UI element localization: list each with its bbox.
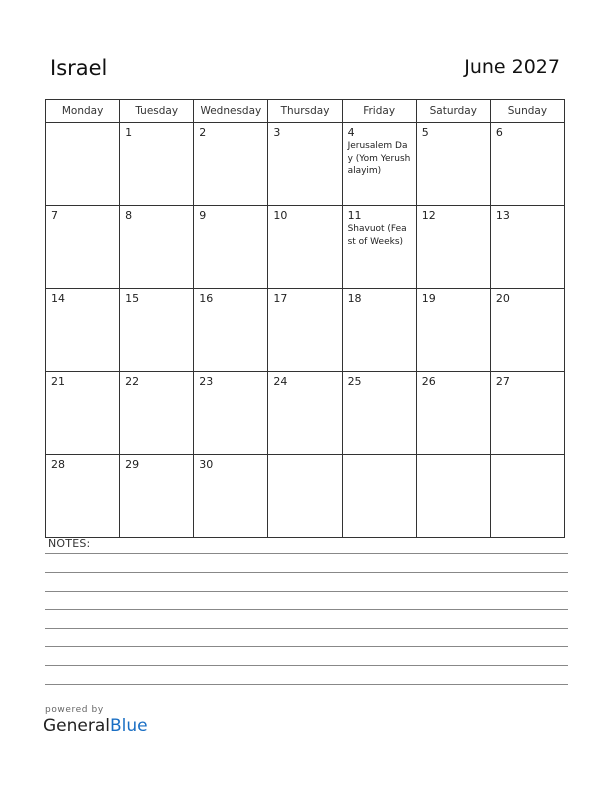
- day-number: 5: [421, 126, 429, 139]
- day-cell: [268, 123, 342, 206]
- day-number: 18: [347, 292, 362, 305]
- day-number: 17: [273, 292, 288, 305]
- week-row: [46, 372, 565, 455]
- day-cell: [490, 123, 564, 206]
- day-cell: [268, 206, 342, 289]
- weekday-sunday: Sunday: [490, 100, 564, 123]
- day-number: 14: [51, 292, 65, 305]
- day-number: 13: [495, 209, 510, 222]
- day-cell: [342, 289, 416, 372]
- note-line: [45, 646, 568, 647]
- day-number: 25: [347, 375, 362, 388]
- day-number: 8: [125, 209, 133, 222]
- day-number: 24: [273, 375, 288, 388]
- day-number: 11: [347, 209, 362, 222]
- day-cell: [46, 455, 120, 538]
- day-cell: [46, 289, 120, 372]
- weekday-friday: Friday: [342, 100, 416, 123]
- day-cell: [194, 289, 268, 372]
- day-number: 4: [347, 126, 355, 139]
- day-cell: [120, 372, 194, 455]
- day-number: 1: [125, 126, 133, 139]
- day-cell: [416, 372, 490, 455]
- day-cell: [268, 455, 342, 538]
- note-line: [45, 572, 568, 573]
- weekday-saturday: Saturday: [416, 100, 490, 123]
- day-number: 6: [495, 126, 503, 139]
- day-cell: [120, 289, 194, 372]
- day-cell: [342, 206, 416, 289]
- note-line: [45, 684, 568, 685]
- day-number: 15: [125, 292, 140, 305]
- day-number: 7: [51, 209, 58, 222]
- day-number: 3: [273, 126, 281, 139]
- day-cell: [268, 372, 342, 455]
- day-number: 2: [199, 126, 207, 139]
- day-number: 12: [421, 209, 436, 222]
- note-line: [45, 628, 568, 629]
- day-cell: [342, 455, 416, 538]
- note-line: [45, 609, 568, 610]
- day-cell: [490, 455, 564, 538]
- day-cell: [46, 123, 120, 206]
- weekday-header-row: [46, 100, 565, 123]
- day-cell: [46, 206, 120, 289]
- day-cell: [342, 372, 416, 455]
- day-cell: [120, 455, 194, 538]
- week-row: [46, 206, 565, 289]
- day-number: 20: [495, 292, 510, 305]
- day-number: 9: [199, 209, 207, 222]
- day-cell: [416, 455, 490, 538]
- calendar-grid: [45, 99, 565, 538]
- holiday-label: Shavuot (Feast of Weeks): [347, 224, 407, 247]
- day-number: 27: [495, 375, 510, 388]
- day-number: 22: [125, 375, 140, 388]
- day-cell: [194, 372, 268, 455]
- week-row: [46, 455, 565, 538]
- day-cell: [120, 206, 194, 289]
- day-number: 26: [421, 375, 436, 388]
- day-number: 30: [199, 458, 214, 471]
- brand-logo[interactable]: [43, 716, 148, 736]
- day-number: 29: [125, 458, 140, 471]
- month-year-title: June 2027: [464, 56, 560, 78]
- weekday-monday: Monday: [46, 100, 120, 123]
- day-number: 16: [199, 292, 214, 305]
- day-cell: [120, 123, 194, 206]
- day-cell: [194, 455, 268, 538]
- day-number: 19: [421, 292, 436, 305]
- weekday-wednesday: Wednesday: [194, 100, 268, 123]
- notes-label: NOTES:: [48, 537, 91, 550]
- day-cell: [416, 206, 490, 289]
- day-cell: [490, 289, 564, 372]
- day-cell: [194, 206, 268, 289]
- day-number: 28: [51, 458, 65, 471]
- day-number: 21: [51, 375, 65, 388]
- day-cell: [342, 123, 416, 206]
- day-cell: [490, 372, 564, 455]
- powered-by-text: powered by: [45, 705, 104, 715]
- day-cell: [416, 123, 490, 206]
- brand-general: General: [43, 716, 110, 736]
- country-title: Israel: [50, 56, 108, 80]
- day-cell: [490, 206, 564, 289]
- holiday-label: Jerusalem Day (Yom Yerushalayim): [347, 141, 411, 176]
- day-number: 23: [199, 375, 214, 388]
- week-row: [46, 289, 565, 372]
- note-line: [45, 665, 568, 666]
- day-cell: [416, 289, 490, 372]
- day-cell: [46, 372, 120, 455]
- day-cell: [268, 289, 342, 372]
- note-line: [45, 553, 568, 554]
- weekday-thursday: Thursday: [268, 100, 342, 123]
- weekday-tuesday: Tuesday: [120, 100, 194, 123]
- week-row: [46, 123, 565, 206]
- day-number: 10: [273, 209, 288, 222]
- brand-blue: Blue: [110, 716, 148, 736]
- note-line: [45, 591, 568, 592]
- day-cell: [194, 123, 268, 206]
